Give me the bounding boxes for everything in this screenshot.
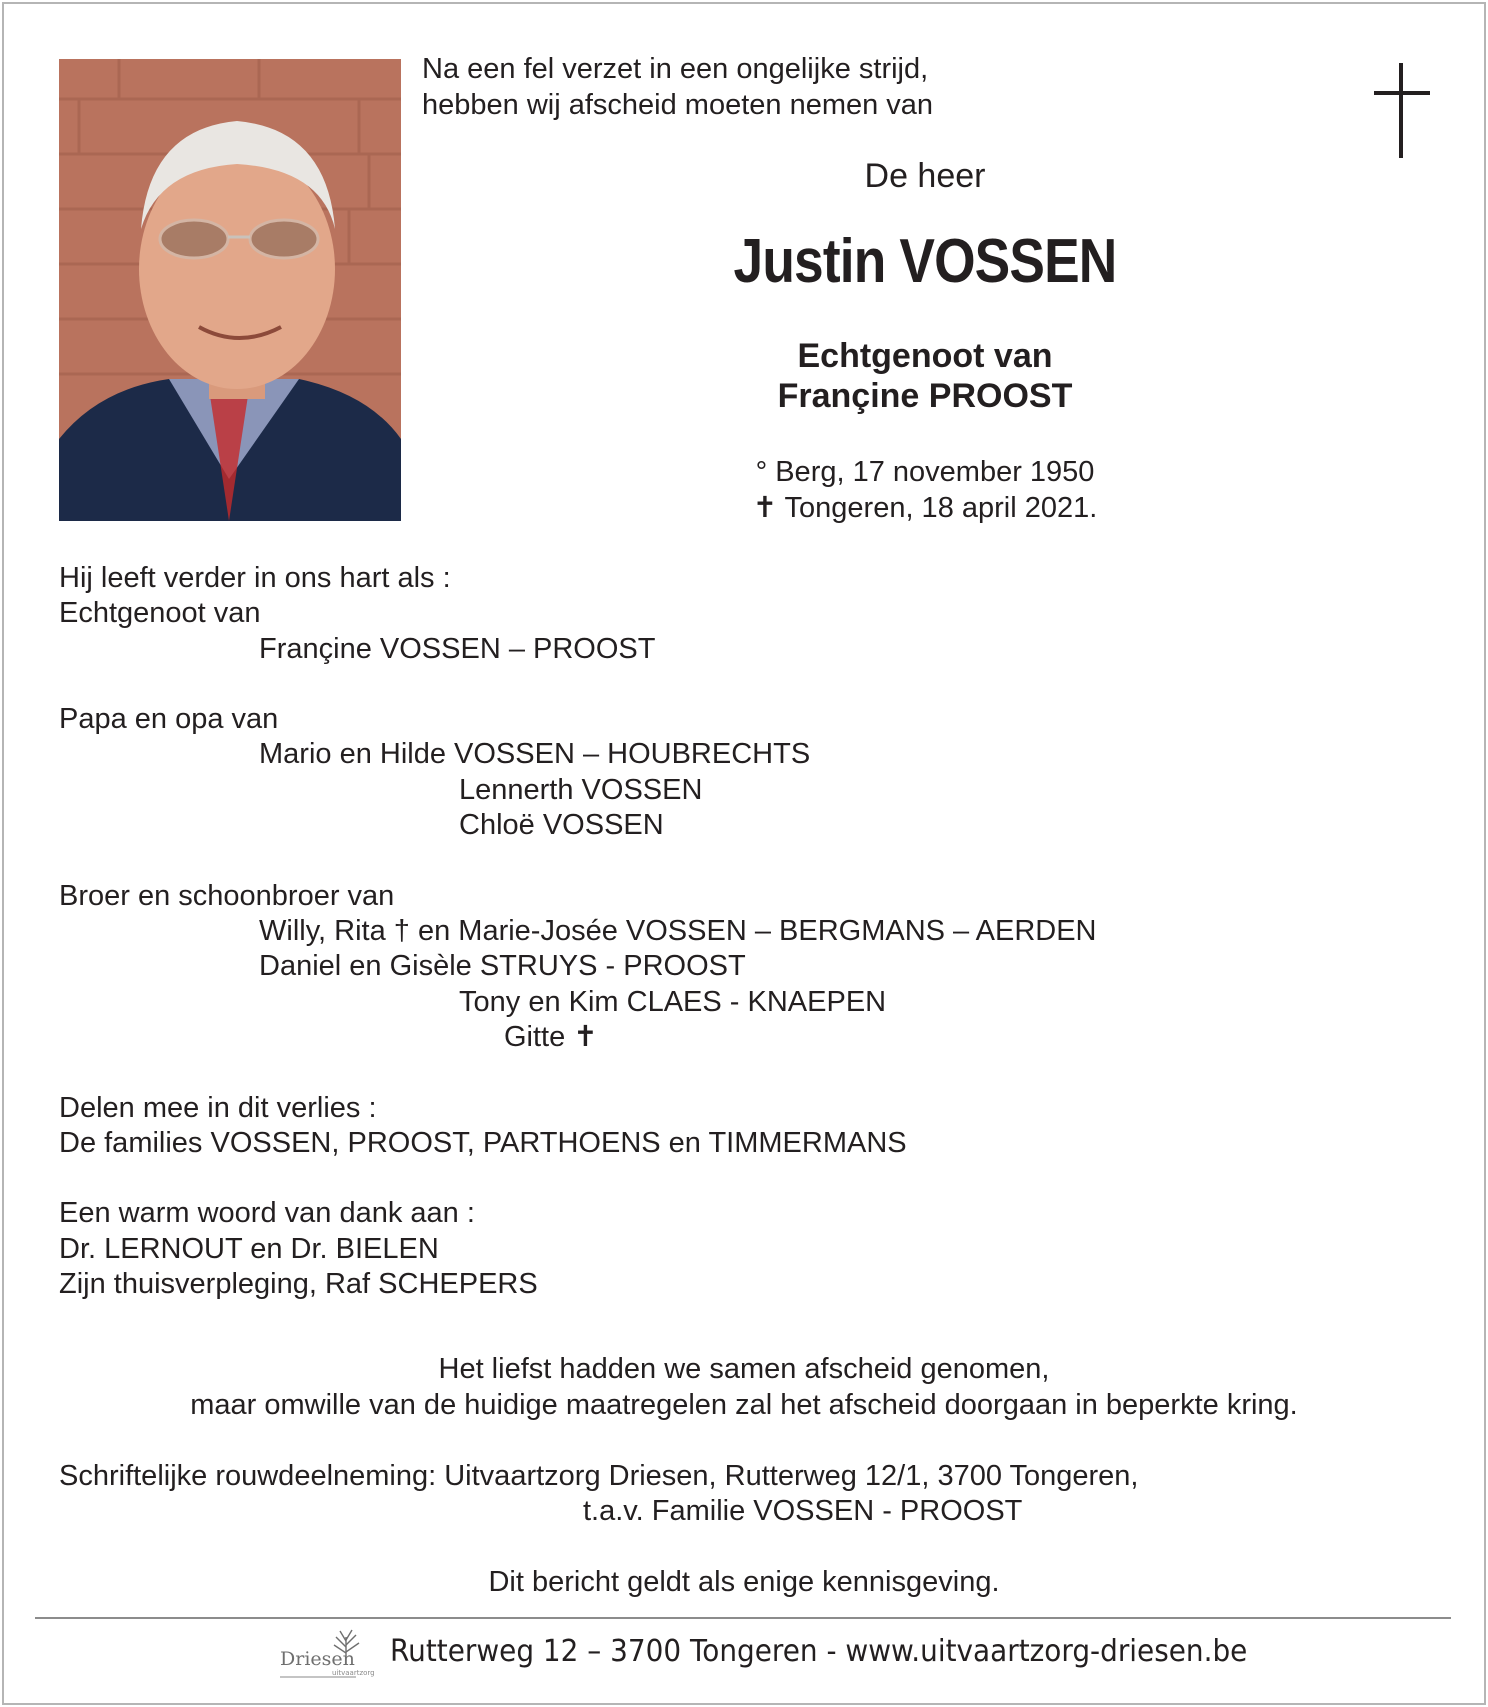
logo-subtext: uitvaartzorg — [332, 1669, 375, 1677]
footer-address: Rutterweg 12 – 3700 Tongeren - www.uitvaartzorg-driesen.be — [390, 1634, 1248, 1669]
footer-divider — [35, 1617, 1451, 1619]
notice-text: Dit bericht geldt als enige kennisgeving. — [488, 1566, 1000, 1598]
family-intro: Hij leeft verder in ons hart als : — [59, 562, 451, 594]
thanks-line: Zijn thuisverpleging, Raf SCHEPERS — [59, 1268, 538, 1300]
spouse-heading: Echtgenoot van — [59, 597, 261, 629]
birth-date: ° Berg, 17 november 1950 — [755, 456, 1095, 488]
grandchild-line: Chloë VOSSEN — [459, 809, 664, 841]
sibling-line: Daniel en Gisèle STRUYS - PROOST — [259, 950, 746, 982]
share-heading: Delen mee in dit verlies : — [59, 1092, 377, 1124]
child-line: Mario en Hilde VOSSEN – HOUBRECHTS — [259, 738, 811, 770]
death-date: ✝ Tongeren, 18 april 2021. — [752, 491, 1098, 524]
thanks-heading: Een warm woord van dank aan : — [59, 1197, 475, 1229]
deceased-name: Justin VOSSEN — [733, 227, 1117, 296]
portrait-photo — [59, 59, 401, 521]
grandchild-line: Lennerth VOSSEN — [459, 774, 703, 806]
farewell-line: maar omwille van de huidige maatregelen zal het afscheid doorgaan in beperkte kring. — [190, 1389, 1298, 1421]
intro-line: Na een fel verzet in een ongelijke strijd, — [422, 53, 929, 85]
sibling-line: Willy, Rita † en Marie-Josée VOSSEN – BERGMANS – AERDEN — [259, 915, 1097, 947]
spouse-label: Echtgenoot van — [797, 337, 1053, 375]
condolence-attention: t.a.v. Familie VOSSEN - PROOST — [583, 1495, 1023, 1527]
siblings-heading: Broer en schoonbroer van — [59, 880, 395, 912]
intro-line: hebben wij afscheid moeten nemen van — [422, 88, 934, 121]
children-heading: Papa en opa van — [59, 703, 279, 735]
farewell-line: Het liefst hadden we samen afscheid genomen, — [438, 1353, 1050, 1385]
spouse-name: Françine PROOST — [777, 377, 1073, 415]
dates-block — [690, 455, 1160, 526]
share-families: De families VOSSEN, PROOST, PARTHOENS en TIMMERMANS — [59, 1127, 907, 1159]
intro-text — [422, 52, 933, 123]
sibling-line: Gitte ✝ — [504, 1021, 598, 1053]
spouse-block — [690, 336, 1160, 416]
thanks-line: Dr. LERNOUT en Dr. BIELEN — [59, 1233, 439, 1265]
cross-icon — [1374, 63, 1430, 158]
sibling-line: Tony en Kim CLAES - KNAEPEN — [459, 986, 887, 1018]
condolence-address: Schriftelijke rouwdeelneming: Uitvaartzorg Driesen, Rutterweg 12/1, 3700 Tongeren, — [59, 1460, 1139, 1492]
honorific: De heer — [864, 157, 986, 195]
spouse-fullname: Françine VOSSEN – PROOST — [259, 633, 656, 665]
logo-text: Driesen — [280, 1648, 355, 1670]
funeral-home-logo — [276, 1625, 388, 1683]
